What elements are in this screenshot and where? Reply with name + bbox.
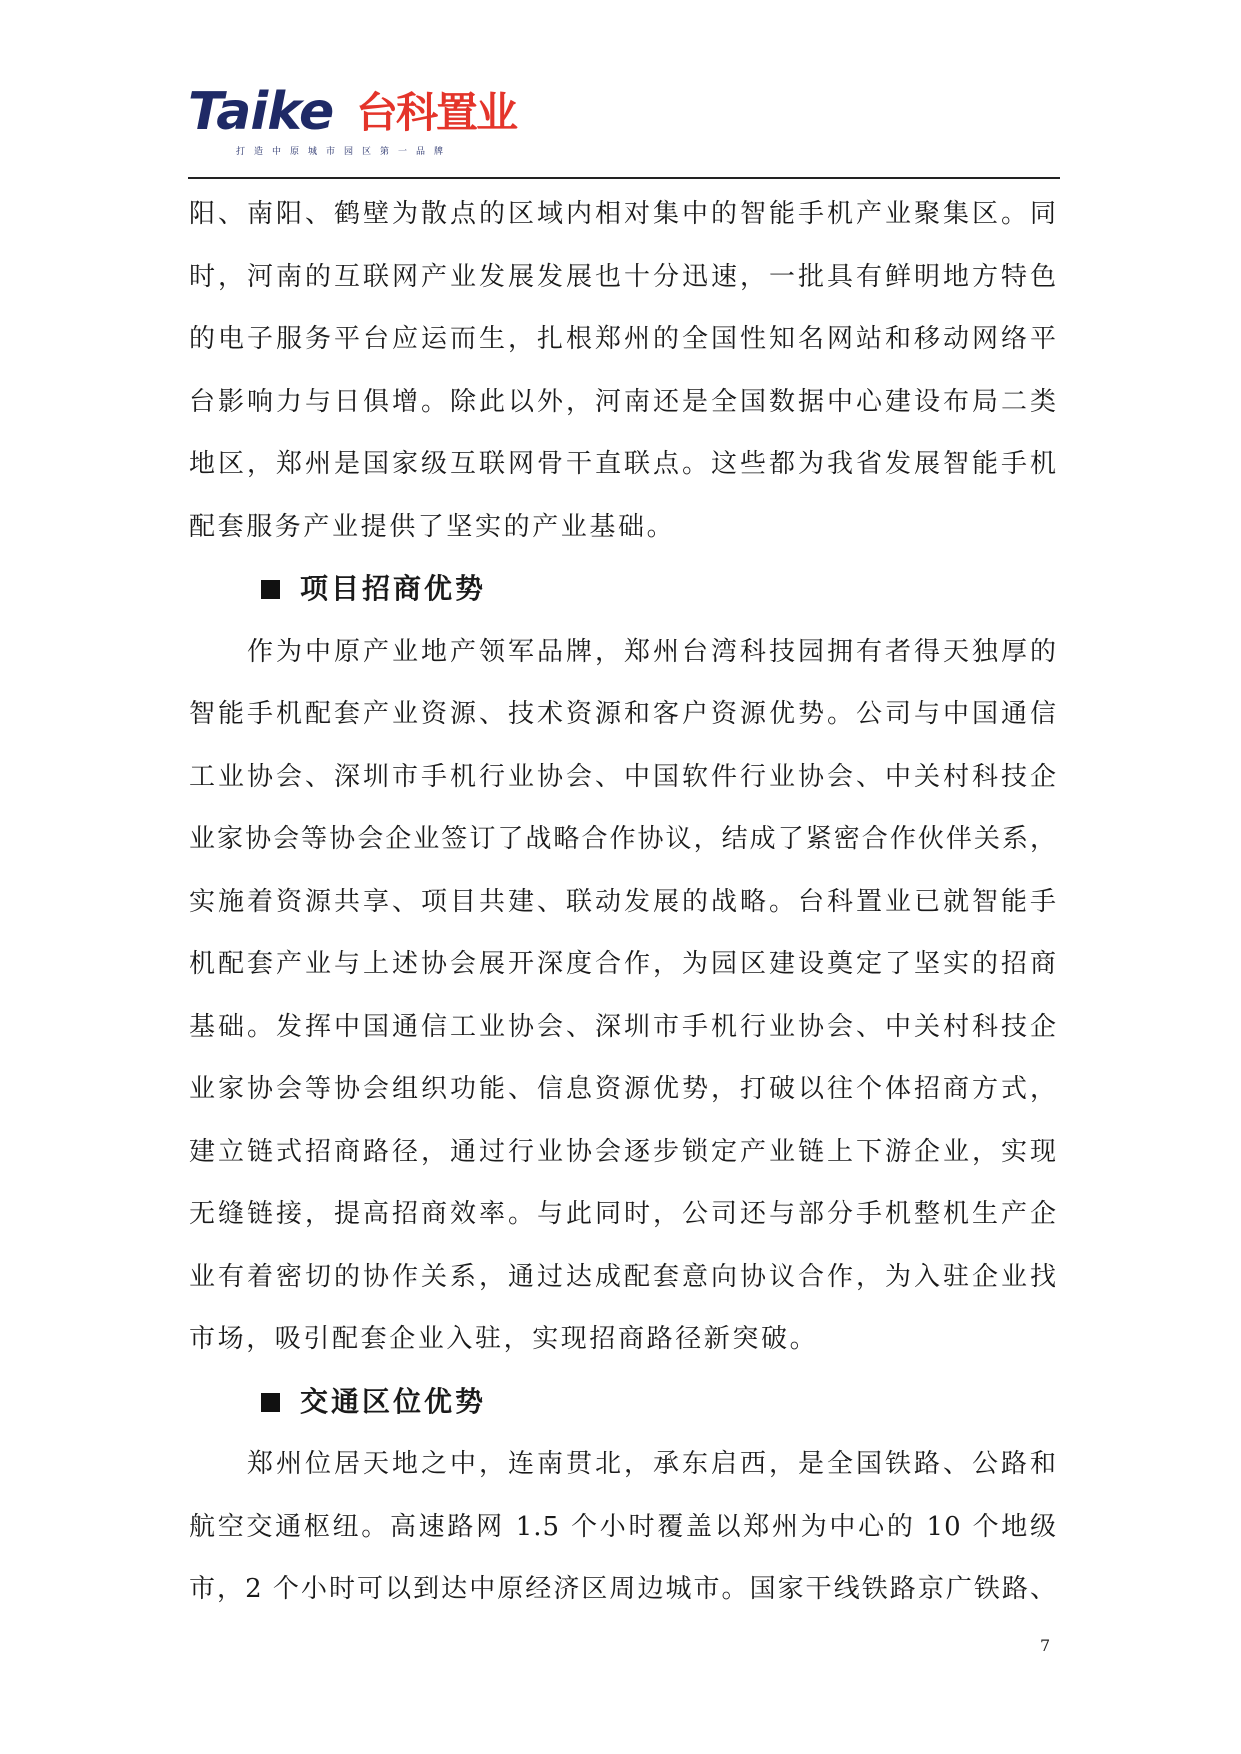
text-line: 时，河南的互联网产业发展发展也十分迅速，一批具有鲜明地方特色 — [189, 261, 1057, 292]
text-line: 机配套产业与上述协会展开深度合作，为园区建设奠定了坚实的招商 — [189, 949, 1057, 979]
text-line: 实施着资源共享、项目共建、联动发展的战略。台科置业已就智能手 — [189, 886, 1057, 917]
text-line: 智能手机配套产业资源、技术资源和客户资源优势。公司与中国通信 — [189, 699, 1057, 729]
square-bullet-icon — [261, 580, 280, 599]
text-line: 无缝链接，提高招商效率。与此同时，公司还与部分手机整机生产企 — [189, 1199, 1057, 1229]
section-heading-text: 项目招商优势 — [300, 572, 487, 605]
page-number: 7 — [1040, 1636, 1051, 1655]
text-line: 业家协会等协会组织功能、信息资源优势，打破以往个体招商方式， — [189, 1074, 1057, 1104]
section-heading — [189, 1371, 1057, 1434]
text-line: 作为中原产业地产领军品牌，郑州台湾科技园拥有者得天独厚的 — [247, 636, 1057, 667]
text-line: 市，2 个小时可以到达中原经济区周边城市。国家干线铁路京广铁路、 — [189, 1574, 1057, 1604]
text-line: 工业协会、深圳市手机行业协会、中国软件行业协会、中关村科技企 — [189, 761, 1057, 792]
logo-chinese-text: 台科置业 — [356, 88, 517, 137]
text-line: 航空交通枢纽。高速路网 1.5 个小时覆盖以郑州为中心的 10 个地级 — [189, 1511, 1057, 1542]
section-heading — [189, 558, 1057, 621]
header-divider — [188, 177, 1060, 179]
text-line: 业家协会等协会企业签订了战略合作协议，结成了紧密合作伙伴关系， — [189, 824, 1057, 854]
section-heading-text: 交通区位优势 — [300, 1384, 487, 1418]
text-line: 市场，吸引配套企业入驻，实现招商路径新突破。 — [189, 1324, 819, 1354]
text-line: 的电子服务平台应运而生，扎根郑州的全国性知名网站和移动网络平 — [189, 324, 1057, 354]
text-line: 郑州位居天地之中，连南贯北，承东启西，是全国铁路、公路和 — [247, 1449, 1057, 1479]
text-line: 台影响力与日俱增。除此以外，河南还是全国数据中心建设布局二类 — [189, 386, 1057, 417]
text-line: 地区，郑州是国家级互联网骨干直联点。这些都为我省发展智能手机 — [189, 449, 1057, 479]
text-line: 配套服务产业提供了坚实的产业基础。 — [189, 511, 676, 542]
text-line: 阳、南阳、鹤壁为散点的区域内相对集中的智能手机产业聚集区。同 — [189, 199, 1057, 229]
text-line: 建立链式招商路径，通过行业协会逐步锁定产业链上下游企业，实现 — [189, 1136, 1057, 1167]
document-body — [189, 183, 1057, 1621]
logo-slogan: 打造中原城市园区第一品牌 — [236, 147, 453, 157]
square-bullet-icon — [261, 1393, 280, 1412]
logo-latin-text: Taike — [188, 82, 334, 142]
letterhead — [188, 80, 548, 160]
text-line: 业有着密切的协作关系，通过达成配套意向协议合作，为入驻企业找 — [189, 1261, 1057, 1292]
text-line: 基础。发挥中国通信工业协会、深圳市手机行业协会、中关村科技企 — [189, 1011, 1057, 1042]
